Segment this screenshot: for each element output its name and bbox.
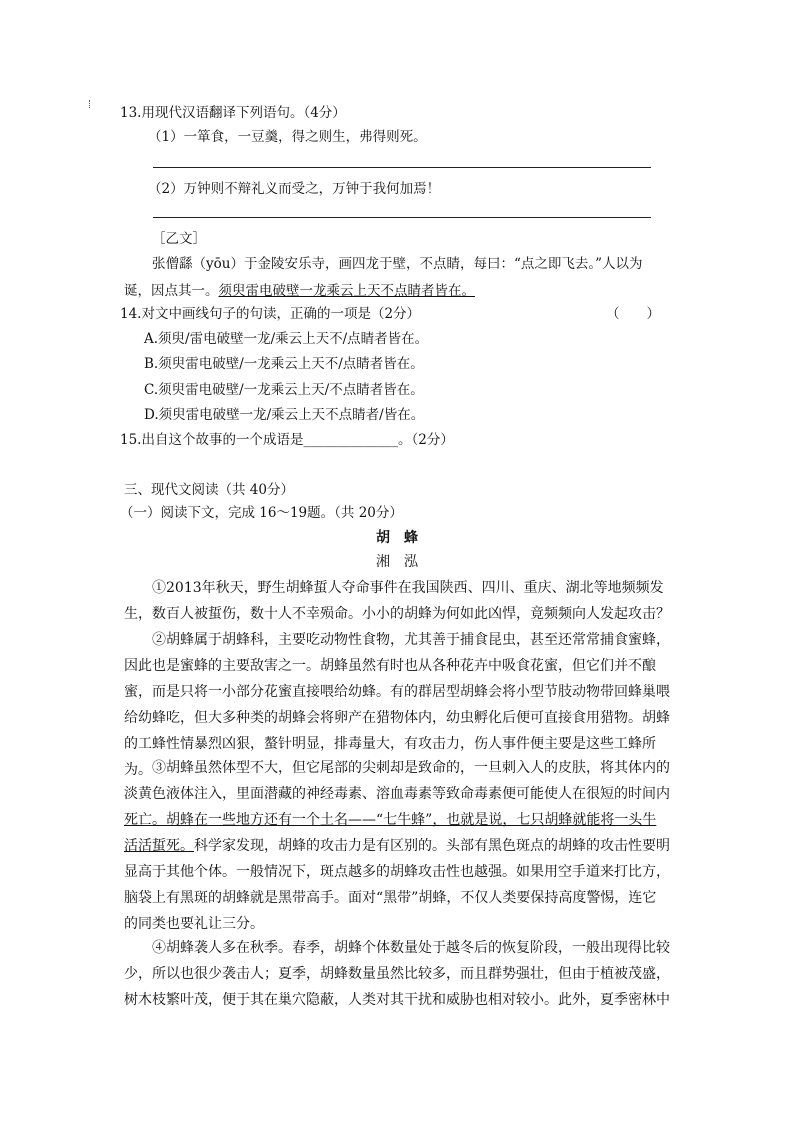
- yiwen-line-1: 张僧繇（yōu）于金陵安乐寺，画四龙于壁，不点睛，每曰：“点之即飞去。”人以为: [152, 256, 643, 272]
- q15-suffix: 。（2分）: [397, 432, 454, 448]
- q15-blank[interactable]: ______________: [303, 432, 398, 448]
- yiwen-line-2-plain: 诞，因点其一。: [124, 283, 219, 299]
- paragraph-2: ②胡蜂属于胡蜂科，主要吃动物性食物，尤其善于捕食昆虫，甚至还常常捕食蜜蜂，因此也是蜜蜂的主要敌害之一。胡蜂虽然有时也从各种花卉中吸食花蜜，但它们并不酿蜜，而是只将一小部分花蜜直接喂给幼蜂。有的群居型胡蜂会将小型节肢动物带回蜂巢喂给幼蜂吃，但大多种类的胡蜂会将卵产在猎物体内，幼虫孵化后便可直接食用猎物。胡蜂的工蜂性情暴烈凶狠，螯针明显，排毒量大，有攻击力，伤人事件便主要是这些工蜂所为。: [124, 632, 670, 778]
- q14-option-d[interactable]: D.须臾雷电破壁一龙/乘云上天不点睛者/皆在。: [144, 407, 425, 423]
- q14-option-a[interactable]: A.须臾/雷电破壁一龙/乘云上天不/点睛者皆在。: [144, 331, 429, 347]
- section3-subtitle: （一）阅读下文，完成 16～19题。（共 20分）: [120, 505, 403, 521]
- q14-option-c[interactable]: C.须臾雷电破壁/一龙乘云上天/不点睛者皆在。: [144, 382, 424, 398]
- article-title: 胡 蜂: [376, 530, 418, 546]
- paragraph-3: [124, 755, 670, 937]
- q13-sentence-2: （2）万钟则不辩礼义而受之，万钟于我何加焉！: [148, 181, 441, 197]
- q15-prefix: 15.出自这个故事的一个成语是: [120, 432, 304, 448]
- q13-title: 13.用现代汉语翻译下列语句。（4分）: [120, 105, 346, 121]
- margin-mark: [89, 100, 91, 108]
- article-author: 湘 泓: [376, 554, 418, 570]
- yiwen-line-2: [124, 282, 475, 300]
- section3-title: 三、现代文阅读（共 40分）: [124, 482, 294, 498]
- paragraph-1: ①2013年秋天，野生胡蜂蜇人夺命事件在我国陕西、四川、重庆、湖北等地频频发生，数百人被蜇伤，数十人不幸殒命。小小的胡蜂为何如此凶悍，竟频频向人发起攻击？: [124, 580, 670, 622]
- paragraph-3-part-a: ③胡蜂虽然体型不大，但它尾部的尖刺却是致命的，一旦刺入人的皮肤，将其体内的淡黄色液体注入，里面潜藏的神经毒素、溶血毒素等致命毒素便可能使人在很短的时间内: [124, 760, 670, 802]
- answer-line-2[interactable]: [153, 217, 651, 218]
- paragraph-3-part-b: 科学家发现，胡蜂的攻击力是有区别的。头部有黑色斑点的胡蜂的攻击性要明显高于其他个体。一般情况下，斑点越多的胡蜂攻击性也越强。如果用空手道来打比方，脑袋上有黑斑的胡蜂就是黑带高手。面对“黑带”胡蜂，不仅人类要保持高度警惕，连它的同类也要礼让三分。: [124, 838, 670, 932]
- q13-sentence-1: （1）一箪食，一豆羹，得之则生，弗得则死。: [148, 129, 427, 145]
- answer-line-1[interactable]: [153, 167, 651, 168]
- yiwen-underlined-sentence: 须臾雷电破壁一龙乘云上天不点睛者皆在。: [218, 283, 475, 299]
- q14-title: 14.对文中画线句子的句读，正确的一项是（2分）: [120, 306, 421, 322]
- q14-answer-paren[interactable]: （ ）: [606, 306, 660, 322]
- q15-line: [120, 431, 454, 449]
- paragraph-3-underlined: 死亡。胡蜂在一些地方还有一个土名——“七牛蜂”，也就是说，七只胡蜂就能将一头牛活活蜇死。: [124, 812, 657, 854]
- q14-option-b[interactable]: B.须臾雷电破壁/一龙乘云上天不/点睛者皆在。: [144, 356, 424, 372]
- paragraph-4: ④胡蜂袭人多在秋季。春季，胡蜂个体数量处于越冬后的恢复阶段，一般出现得比较少，所以也很少袭击人；夏季，胡蜂数量虽然比较多，而且群势强壮，但由于植被茂盛，树木枝繁叶茂，便于其在巢穴隐蔽，人类对其干扰和威胁也相对较小。此外，夏季密林中: [124, 940, 670, 1008]
- yiwen-label: ［乙文］: [152, 231, 206, 247]
